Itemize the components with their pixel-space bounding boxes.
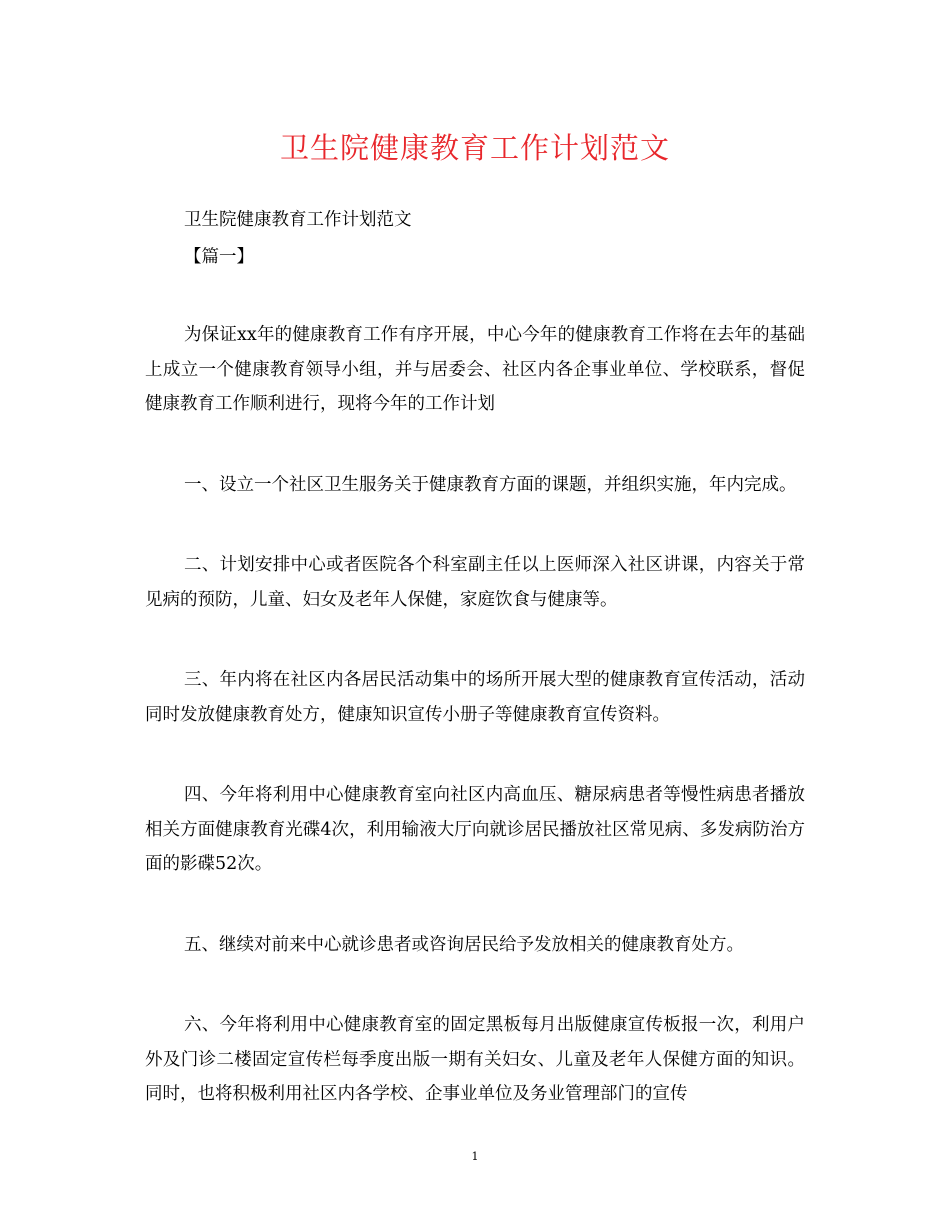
document-body — [145, 318, 805, 1158]
body-paragraph-item-3: 三、年内将在社区内各居民活动集中的场所开展大型的健康教育宣传活动，活动同时发放健康教育处方，健康知识宣传小册子等健康教育宣传资料。 — [145, 670, 805, 725]
body-paragraph-intro: 为保证xx年的健康教育工作有序开展，中心今年的健康教育工作将在去年的基础上成立一个健康教育领导小组，并与居委会、社区内各企事业单位、学校联系，督促健康教育工作顺利进行，现将今年的工作计划 — [145, 325, 805, 414]
body-paragraph-item-6: 六、今年将利用中心健康教育室的固定黑板每月出版健康宣传板报一次，利用户外及门诊二楼固定宣传栏每季度出版一期有关妇女、儿童及老年人保健方面的知识。同时，也将积极利用社区内各学校、企事业单位及务业管理部门的宣传 — [145, 1015, 805, 1104]
body-paragraph-item-2: 二、计划安排中心或者医院各个科室副主任以上医师深入社区讲课，内容关于常见病的预防，儿童、妇女及老年人保健，家庭饮食与健康等。 — [145, 555, 805, 610]
document-title: 卫生院健康教育工作计划范文 — [279, 131, 670, 165]
body-paragraph-item-4: 四、今年将利用中心健康教育室向社区内高血压、糖尿病患者等慢性病患者播放相关方面健康教育光碟4次，利用输液大厅向就诊居民播放社区常见病、多发病防治方面的影碟52次。 — [145, 785, 805, 874]
page-number: 1 — [471, 1150, 479, 1163]
document-subtitle: 卫生院健康教育工作计划范文 — [184, 210, 412, 230]
body-paragraph-item-5: 五、继续对前来中心就诊患者或咨询居民给予发放相关的健康教育处方。 — [184, 934, 744, 955]
section-label: 【篇一】 — [184, 247, 254, 267]
body-paragraph-item-1: 一、设立一个社区卫生服务关于健康教育方面的课题，并组织实施，年内完成。 — [184, 474, 797, 495]
